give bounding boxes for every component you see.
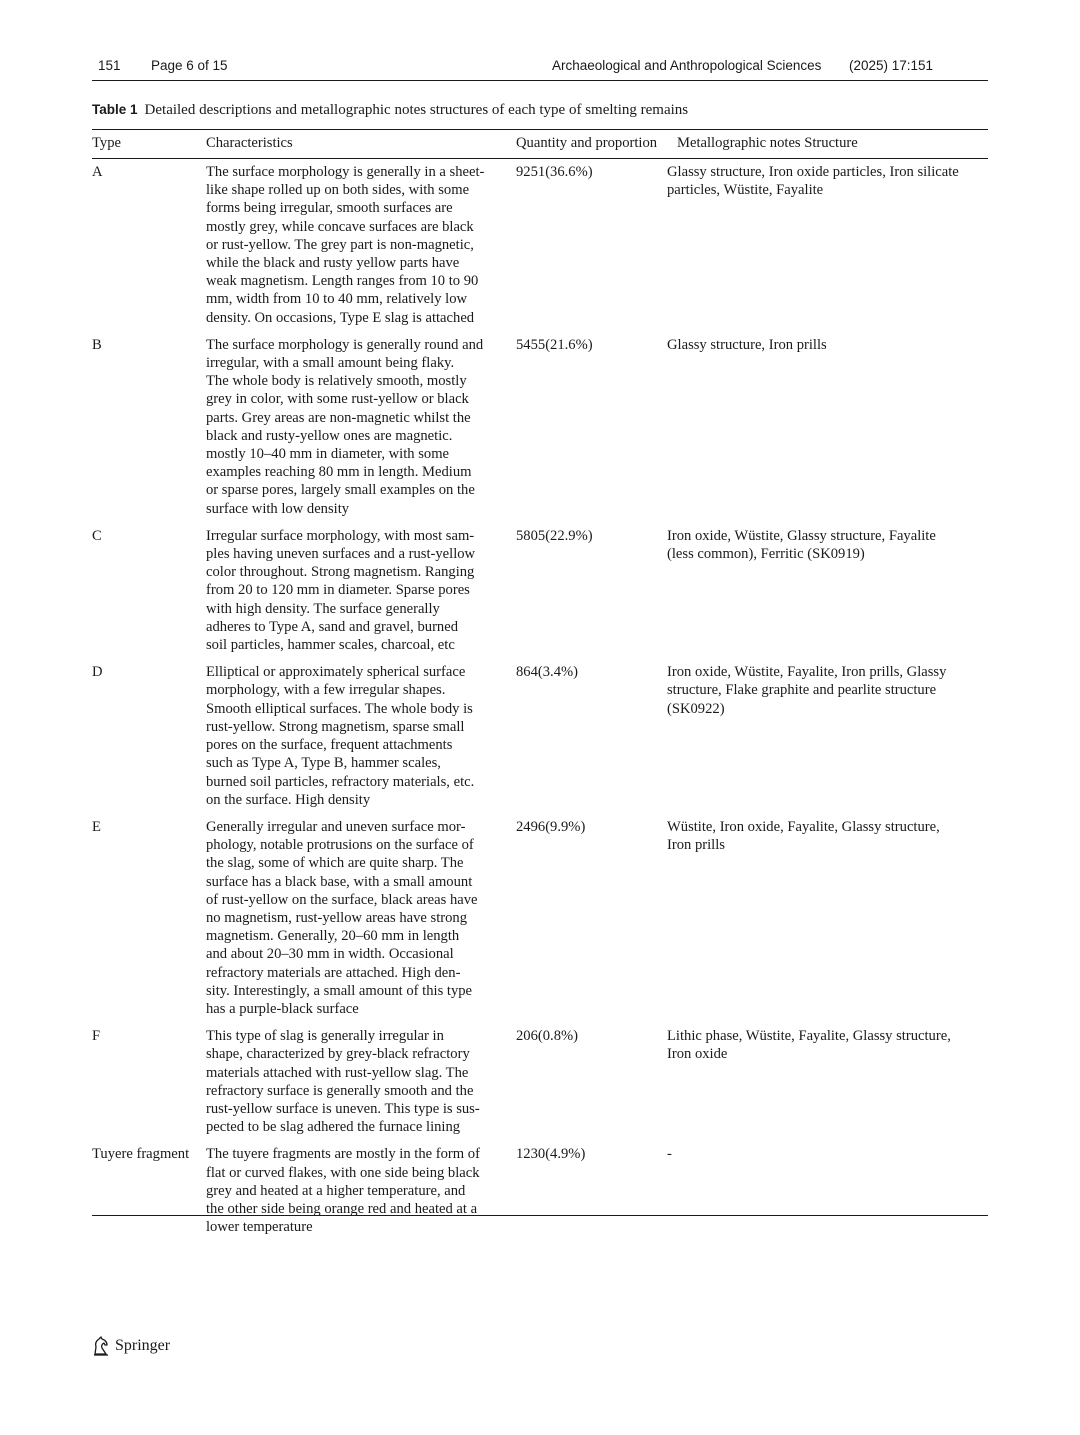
characteristics-line: or sparse pores, largely small examples on the [206,482,475,499]
characteristics-line: flat or curved flakes, with one side being black [206,1164,480,1181]
table-row [92,658,988,813]
cell-characteristics [206,163,506,327]
characteristics-line: phology, notable protrusions on the surface of [206,837,474,854]
cell-characteristics [206,663,506,809]
characteristics-line: like shape rolled up on both sides, with some [206,182,470,199]
table-row [92,813,988,1022]
cell-structure [667,663,978,809]
cell-type: E [92,818,101,835]
springer-horse-icon [92,1336,110,1356]
cell-quantity: 206(0.8%) [516,1028,579,1045]
structure-line: particles, Wüstite, Fayalite [667,182,824,199]
cell-characteristics [206,527,506,654]
characteristics-line: magnetism. Generally, 20–60 mm in length [206,928,460,945]
cell-type: F [92,1028,101,1045]
characteristics-line: morphology, with a few irregular shapes. [206,682,446,699]
page-of: Page 6 of 15 [151,58,228,73]
characteristics-line: The whole body is relatively smooth, mostly [206,373,467,390]
characteristics-line: The surface morphology is generally in a sheet- [206,164,485,180]
characteristics-line: burned soil particles, refractory materials, etc. [206,773,475,790]
characteristics-line: rust-yellow surface is uneven. This type is sus- [206,1100,480,1117]
characteristics-line: pores on the surface, frequent attachments [206,737,453,754]
table-body [92,158,988,1240]
header-rule [92,80,988,81]
cell-quantity: 5805(22.9%) [516,527,593,544]
characteristics-line: while the black and rusty yellow parts have [206,255,460,272]
cell-characteristics [206,818,506,1018]
characteristics-line: or rust-yellow. The grey part is non-magnetic, [206,236,474,253]
characteristics-line: on the surface. High density [206,791,371,808]
characteristics-line: Smooth elliptical surfaces. The whole body is [206,700,473,717]
characteristics-line: The tuyere fragments are mostly in the form of [206,1146,480,1163]
characteristics-line: mostly grey, while concave surfaces are black [206,218,474,235]
citation: (2025) 17:151 [849,58,934,73]
cell-quantity: 9251(36.6%) [516,164,593,180]
data-table [92,130,988,1240]
structure-line: (less common), Ferritic (SK0919) [667,546,865,563]
cell-characteristics [206,1145,506,1236]
characteristics-line: with high density. The surface generally [206,600,440,617]
characteristics-line: and about 20–30 mm in width. Occasional [206,946,454,963]
characteristics-line: grey and heated at a higher temperature, and [206,1182,466,1199]
characteristics-line: shape, characterized by grey-black refractory [206,1046,470,1063]
cell-structure [667,527,978,654]
characteristics-line: has a purple-black surface [206,1000,359,1017]
cell-characteristics [206,1027,506,1136]
characteristics-line: examples reaching 80 mm in length. Medium [206,464,472,481]
cell-quantity: 5455(21.6%) [516,336,593,353]
characteristics-line: the other side being orange red and heated at a [206,1200,478,1217]
cell-structure [667,1145,978,1236]
structure-line: Glassy structure, Iron oxide particles, Iron silicate [667,164,959,180]
characteristics-line: soil particles, hammer scales, charcoal, etc [206,637,455,654]
table-caption [92,102,988,119]
table-label: Table 1 [92,102,138,117]
table-row [92,1140,988,1240]
cell-type: A [92,164,103,180]
column-header-characteristics: Characteristics [206,135,293,151]
page-number: 151 [98,58,121,73]
characteristics-line: grey in color, with some rust-yellow or black [206,391,469,408]
cell-quantity: 864(3.4%) [516,664,579,681]
structure-line: Iron oxide [667,1046,728,1063]
cell-characteristics [206,336,506,518]
cell-structure [667,336,978,518]
characteristics-line: of rust-yellow on the surface, black areas have [206,891,478,908]
cell-structure [667,1027,978,1136]
structure-line: Wüstite, Iron oxide, Fayalite, Glassy structure, [667,818,940,835]
characteristics-line: surface has a black base, with a small amount [206,873,473,890]
table-caption-text: Detailed descriptions and metallographic notes structures of each type of smelting remains [144,102,689,118]
cell-type: C [92,527,102,544]
column-header-quantity: Quantity and proportion [516,135,658,151]
characteristics-line: Irregular surface morphology, with most sam- [206,527,475,544]
characteristics-line: no magnetism, rust-yellow areas have strong [206,909,467,926]
column-header-type: Type [92,135,121,151]
characteristics-line: color throughout. Strong magnetism. Ranging [206,564,475,581]
characteristics-line: Generally irregular and uneven surface mor- [206,818,466,835]
cell-structure [667,818,978,1018]
structure-line: structure, Flake graphite and pearlite structure [667,682,937,699]
characteristics-line: Elliptical or approximately spherical surface [206,664,466,681]
characteristics-line: lower temperature [206,1219,313,1236]
page-footer [92,1336,170,1356]
running-header [92,56,988,78]
characteristics-line: refractory surface is generally smooth and the [206,1082,474,1099]
structure-line: Iron oxide, Wüstite, Glassy structure, Fayalite [667,527,936,544]
structure-line: - [667,1146,672,1163]
characteristics-line: rust-yellow. Strong magnetism, sparse small [206,718,465,735]
characteristics-line: materials attached with rust-yellow slag. The [206,1064,469,1081]
table-row [92,331,988,522]
characteristics-line: pected to be slag adhered the furnace lining [206,1119,461,1136]
characteristics-line: such as Type A, Type B, hammer scales, [206,755,441,772]
structure-line: Lithic phase, Wüstite, Fayalite, Glassy structure, [667,1028,951,1045]
structure-line: (SK0922) [667,700,725,717]
structure-line: Glassy structure, Iron prills [667,336,827,353]
characteristics-line: This type of slag is generally irregular in [206,1028,444,1045]
cell-structure [667,163,978,327]
cell-quantity: 1230(4.9%) [516,1146,586,1163]
characteristics-line: the slag, some of which are quite sharp. The [206,855,464,872]
characteristics-line: parts. Grey areas are non-magnetic whilst the [206,409,471,426]
column-header-structure: Metallographic notes Structure [677,135,858,151]
cell-type: B [92,336,102,353]
cell-type: D [92,664,103,681]
characteristics-line: mostly 10–40 mm in diameter, with some [206,446,450,463]
table-header-row [92,130,988,158]
characteristics-line: black and rusty-yellow ones are magnetic. [206,427,453,444]
structure-line: Iron prills [667,837,725,854]
characteristics-line: sity. Interestingly, a small amount of this type [206,982,473,999]
characteristics-line: forms being irregular, smooth surfaces are [206,200,453,217]
characteristics-line: mm, width from 10 to 40 mm, relatively low [206,291,468,308]
characteristics-line: from 20 to 120 mm in diameter. Sparse pores [206,582,470,599]
characteristics-line: weak magnetism. Length ranges from 10 to 90 [206,273,479,290]
table-header-rule [92,158,988,159]
characteristics-line: surface with low density [206,500,350,517]
table-bottom-rule [92,1215,988,1216]
characteristics-line: ples having uneven surfaces and a rust-yellow [206,546,476,563]
characteristics-line: density. On occasions, Type E slag is attached [206,309,475,326]
table-row [92,1022,988,1140]
characteristics-line: irregular, with a small amount being flaky. [206,355,455,372]
table-row [92,158,988,331]
cell-type: Tuyere fragment [92,1146,190,1163]
structure-line: Iron oxide, Wüstite, Fayalite, Iron prills, Glassy [667,664,947,681]
characteristics-line: refractory materials are attached. High den- [206,964,461,981]
characteristics-line: The surface morphology is generally round and [206,336,484,353]
characteristics-line: adheres to Type A, sand and gravel, burned [206,618,458,635]
table-row [92,522,988,658]
cell-quantity: 2496(9.9%) [516,818,586,835]
journal-name: Archaeological and Anthropological Sciences [552,58,822,73]
publisher-name: Springer [115,1337,171,1354]
